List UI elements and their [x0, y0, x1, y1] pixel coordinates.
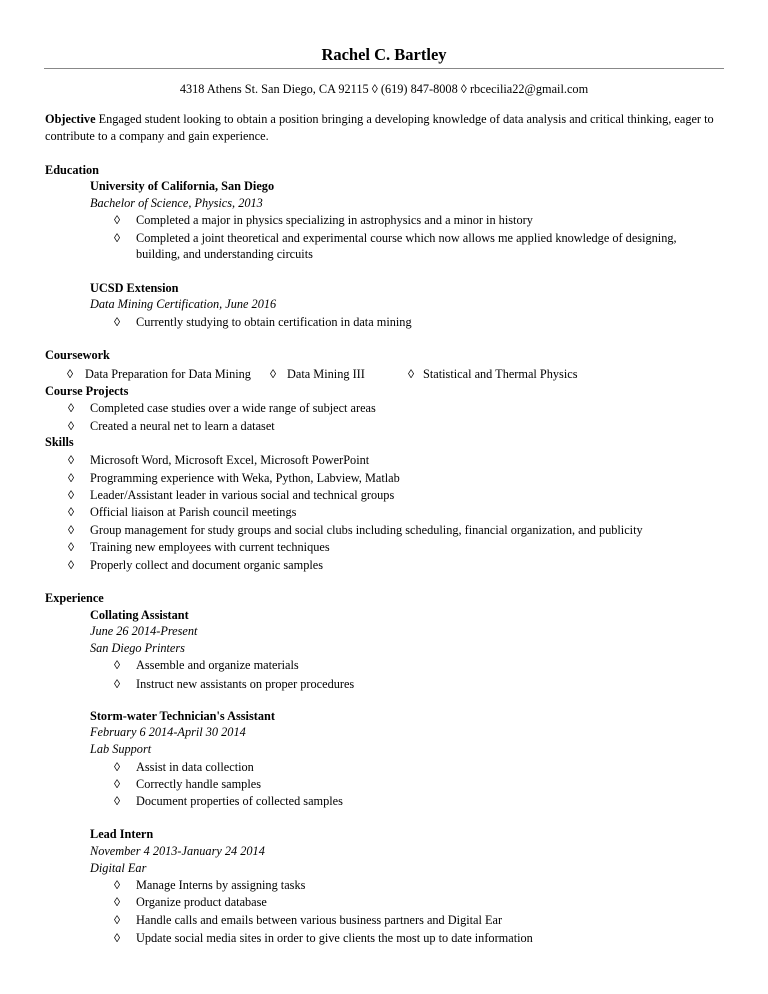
projects-heading: Course Projects [45, 384, 129, 398]
bullet-icon: ◊ [114, 658, 121, 672]
bullet-icon: ◊ [68, 540, 75, 554]
job-company: San Diego Printers [90, 641, 185, 655]
list-item-continuation: building, and understanding circuits [136, 247, 313, 261]
school-name: University of California, San Diego [90, 179, 275, 193]
bullet-icon: ◊ [67, 367, 74, 381]
bullet-icon: ◊ [114, 794, 121, 808]
job-title: Storm-water Technician's Assistant [90, 709, 275, 723]
bullet-icon: ◊ [114, 677, 121, 691]
school-degree: Bachelor of Science, Physics, 2013 [90, 196, 263, 210]
bullet-icon: ◊ [114, 760, 121, 774]
bullet-icon: ◊ [114, 213, 121, 227]
bullet-icon: ◊ [114, 777, 121, 791]
job-dates: February 6 2014-April 30 2014 [90, 725, 246, 739]
bullet-icon: ◊ [68, 505, 75, 519]
list-item: Assist in data collection [136, 760, 254, 774]
job-dates: June 26 2014-Present [90, 624, 198, 638]
bullet-icon: ◊ [114, 231, 121, 245]
list-item: Microsoft Word, Microsoft Excel, Microsoft PowerPoint [90, 453, 370, 467]
list-item: Manage Interns by assigning tasks [136, 878, 306, 892]
list-item: Programming experience with Weka, Python, Labview, Matlab [90, 471, 400, 485]
school-degree: Data Mining Certification, June 2016 [90, 297, 277, 311]
course-item: Data Preparation for Data Mining [85, 367, 251, 381]
list-item: Leader/Assistant leader in various social and technical groups [90, 488, 395, 502]
list-item: Training new employees with current techniques [90, 540, 330, 554]
objective-label: Objective [45, 112, 96, 126]
bullet-icon: ◊ [270, 367, 277, 381]
coursework-heading: Coursework [45, 348, 110, 362]
job-title: Lead Intern [90, 827, 154, 841]
bullet-icon: ◊ [68, 401, 75, 415]
experience-heading: Experience [45, 591, 104, 605]
list-item: Handle calls and emails between various business partners and Digital Ear [136, 913, 503, 927]
list-item: Properly collect and document organic samples [90, 558, 324, 572]
job-title: Collating Assistant [90, 608, 189, 622]
list-item: Assemble and organize materials [136, 658, 299, 672]
bullet-icon: ◊ [114, 315, 121, 329]
school-name: UCSD Extension [90, 281, 179, 295]
list-item: Group management for study groups and social clubs including scheduling, financial organization, and publicity [90, 523, 643, 537]
list-item: Correctly handle samples [136, 777, 261, 791]
bullet-icon: ◊ [114, 931, 121, 945]
objective-text: Engaged student looking to obtain a position bringing a developing knowledge of data analysis and critical thinking, eager to contribute to a company and gain experience. [45, 112, 714, 143]
bullet-icon: ◊ [68, 453, 75, 467]
list-item: Completed case studies over a wide range of subject areas [90, 401, 376, 415]
list-item: Created a neural net to learn a dataset [90, 419, 275, 433]
list-item: Instruct new assistants on proper procedures [136, 677, 355, 691]
course-item: Data Mining III [287, 367, 365, 381]
list-item: Document properties of collected samples [136, 794, 343, 808]
job-company: Lab Support [90, 742, 152, 756]
list-item: Completed a joint theoretical and experimental course which now allows me applied knowledge of designing, [136, 231, 677, 245]
bullet-icon: ◊ [408, 367, 415, 381]
job-company: Digital Ear [90, 861, 147, 875]
bullet-icon: ◊ [68, 471, 75, 485]
bullet-icon: ◊ [68, 558, 75, 572]
skills-heading: Skills [45, 435, 74, 449]
list-item: Official liaison at Parish council meetings [90, 505, 297, 519]
applicant-name: Rachel C. Bartley [321, 45, 447, 64]
bullet-icon: ◊ [114, 878, 121, 892]
header-divider [44, 68, 724, 69]
bullet-icon: ◊ [68, 523, 75, 537]
bullet-icon: ◊ [68, 488, 75, 502]
list-item: Update social media sites in order to give clients the most up to date information [136, 931, 533, 945]
list-item: Completed a major in physics specializing in astrophysics and a minor in history [136, 213, 533, 227]
job-dates: November 4 2013-January 24 2014 [90, 844, 265, 858]
list-item: Currently studying to obtain certification in data mining [136, 315, 412, 329]
list-item: Organize product database [136, 895, 267, 909]
course-item: Statistical and Thermal Physics [423, 367, 578, 381]
bullet-icon: ◊ [114, 895, 121, 909]
education-heading: Education [45, 163, 99, 177]
bullet-icon: ◊ [68, 419, 75, 433]
objective-section [45, 111, 725, 145]
bullet-icon: ◊ [114, 913, 121, 927]
contact-info: 4318 Athens St. San Diego, CA 92115 ◊ (619) 847-8008 ◊ rbcecilia22@gmail.com [179, 82, 589, 96]
